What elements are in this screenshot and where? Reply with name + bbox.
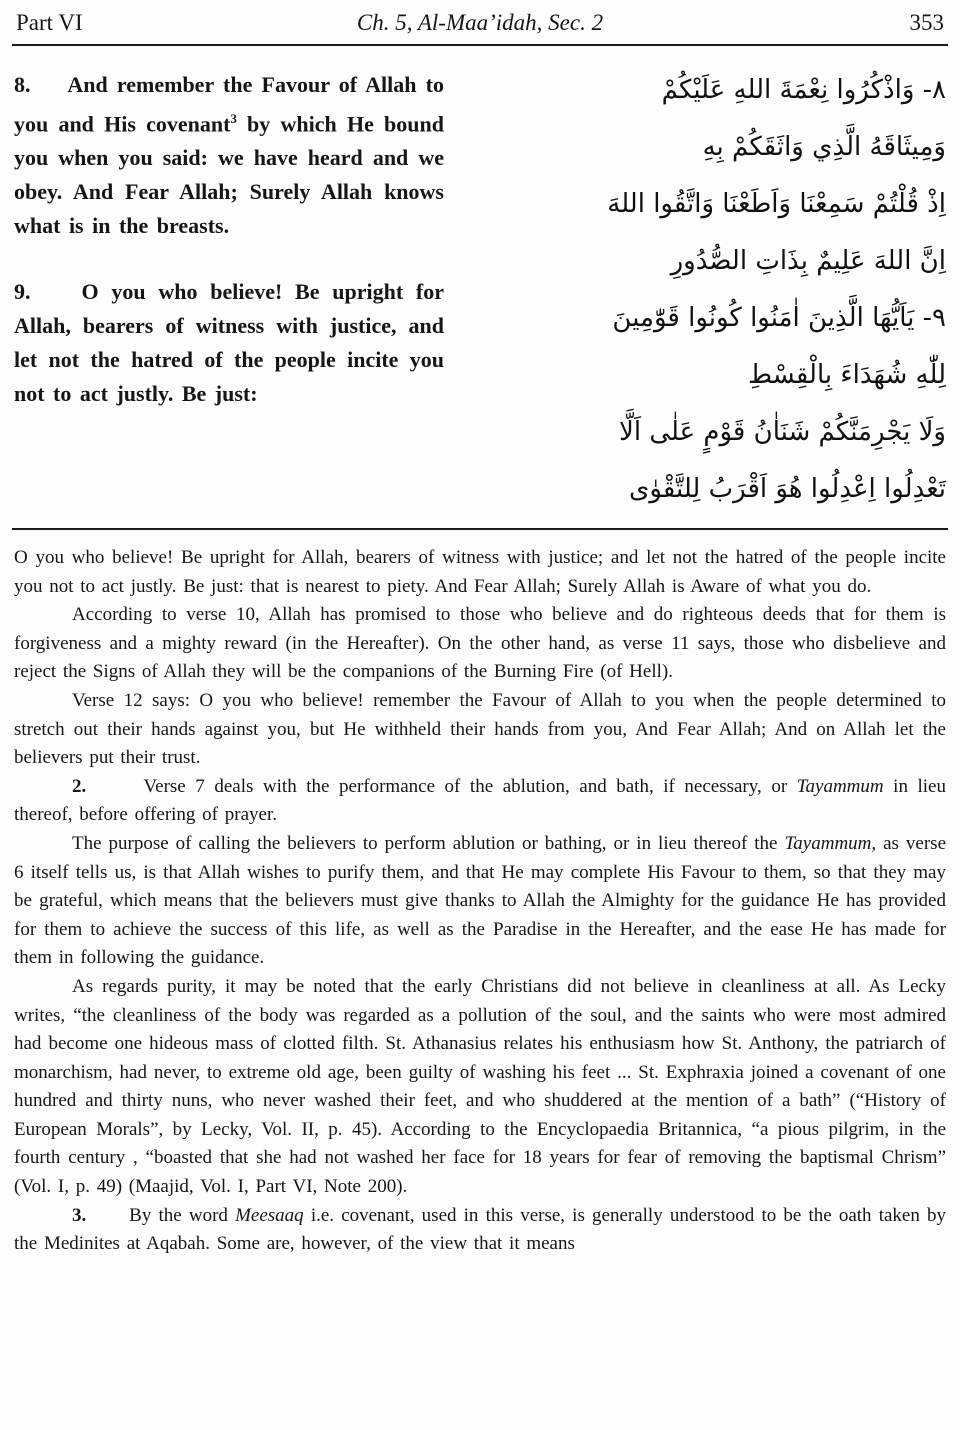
arabic-verse-line: ٨- وَاذْكُرُوا نِعْمَةَ اللهِ عَلَيْكُمْ: [661, 75, 946, 105]
arabic-column: [470, 58, 946, 518]
commentary-paragraph: 2. Verse 7 deals with the performance of the ablution, and bath, if necessary, or Tayammum in lieu thereof, before offering of prayer.: [14, 775, 946, 826]
commentary-paragraph: 3. By the word Meesaaq i.e. covenant, used in this verse, is generally understood to be the oath taken by the Medinites at Aqabah. Some are, however, of the view that it means: [14, 1204, 946, 1255]
arabic-verse-line: اِذْ قُلْتُمْ سَمِعْنَا وَاَطَعْنَا وَاتَّقُوا اللهَ: [607, 189, 946, 219]
translation-column: [14, 58, 444, 518]
arabic-verse-line: ٩- يَاَيُّهَا الَّذِينَ اٰمَنُوا كُونُوا قَوّٰمِينَ: [612, 303, 946, 333]
verse-translation: 9. O you who believe! Be upright for Allah, bearers of witness with justice, and let not the hatred of the people incite you not to act justly. Be just:: [14, 279, 444, 407]
commentary-paragraph: According to verse 10, Allah has promised to those who believe and do righteous deeds that for them is forgiveness and a mighty reward (in the Hereafter). On the other hand, as verse 11 says, those who disbelieve and reject the Signs of Allah they will be the companions of the Burning Fire (of Hell).: [14, 604, 946, 683]
page-number: 353: [909, 10, 944, 35]
commentary-paragraph: Verse 12 says: O you who believe! remember the Favour of Allah to you when the people determined to stretch out their hands against you, but He withheld their hands from you, And Fear Allah; And on Allah let the believers put their trust.: [14, 689, 946, 769]
commentary-paragraph: O you who believe! Be upright for Allah, bearers of witness with justice; and let not the hatred of the people incite you not to act justly. Be just: that is nearest to piety. And Fear Allah; Surely Allah is Aware of what you do.: [14, 547, 946, 597]
arabic-verse-line: لِلّٰهِ شُهَدَاءَ بِالْقِسْطِ: [748, 360, 946, 390]
part-label: Part VI: [16, 10, 83, 35]
page-header: [12, 8, 948, 42]
header-divider: [12, 44, 948, 46]
commentary-section: [12, 532, 948, 1259]
commentary-paragraph: The purpose of calling the believers to perform ablution or bathing, or in lieu thereof the Tayammum, as verse 6 itself tells us, is that Allah wishes to purify them, and that He may complete His Favour to them, so that they may be grateful, which means that the believers must give thanks to Allah the Almighty for the guidance He has provided for them to achieve the success of this life, as well as the Paradise in the Hereafter, and the ease He has made for them in following the guidance.: [14, 832, 946, 969]
verse-section: [12, 48, 948, 526]
commentary-paragraph: As regards purity, it may be noted that the early Christians did not believe in cleanliness at all. As Lecky writes, “the cleanliness of the body was regarded as a pollution of the soul, and the saints who were most admired had become one hideous mass of clotted filth. St. Athanasius relates his enthusiasm how St. Anthony, the patriarch of monarchism, had never, to extreme old age, been guilty of washing his feet ... St. Exphraxia joined a covenant of one hundred and thirty nuns, who never washed their feet, and who shuddered at the mention of a bath” (“History of European Morals”, by Lecky, Vol. II, p. 45). According to the Encyclopaedia Britannica, “a pious pilgrim, in the fourth century , “boasted that she had not washed her face for 18 years for fear of removing the baptismal Chrism” (Vol. I, p. 49) (Maajid, Vol. I, Part VI, Note 200).: [14, 975, 946, 1198]
arabic-verse-line: وَمِيثَاقَهُ الَّذِي وَاثَقَكُمْ بِهِ: [702, 132, 946, 162]
arabic-verse-line: تَعْدِلُوا اِعْدِلُوا هُوَ اَقْرَبُ لِلتَّقْوٰى: [629, 474, 946, 504]
chapter-title: Ch. 5, Al-Maa’idah, Sec. 2: [356, 10, 604, 35]
arabic-verse-line: اِنَّ اللهَ عَلِيمٌ بِذَاتِ الصُّدُورِ: [670, 246, 946, 276]
arabic-verse-line: وَلَا يَجْرِمَنَّكُمْ شَنَاٰنُ قَوْمٍ عَلٰى اَلَّا: [619, 417, 946, 447]
verse-translation: 8. And remember the Favour of Allah to you and His covenant$^3$ by which He bound you when you said: we have heard and we obey. And Fear Allah; Surely Allah knows what is in the breasts.: [14, 72, 444, 239]
section-divider: [12, 528, 948, 530]
